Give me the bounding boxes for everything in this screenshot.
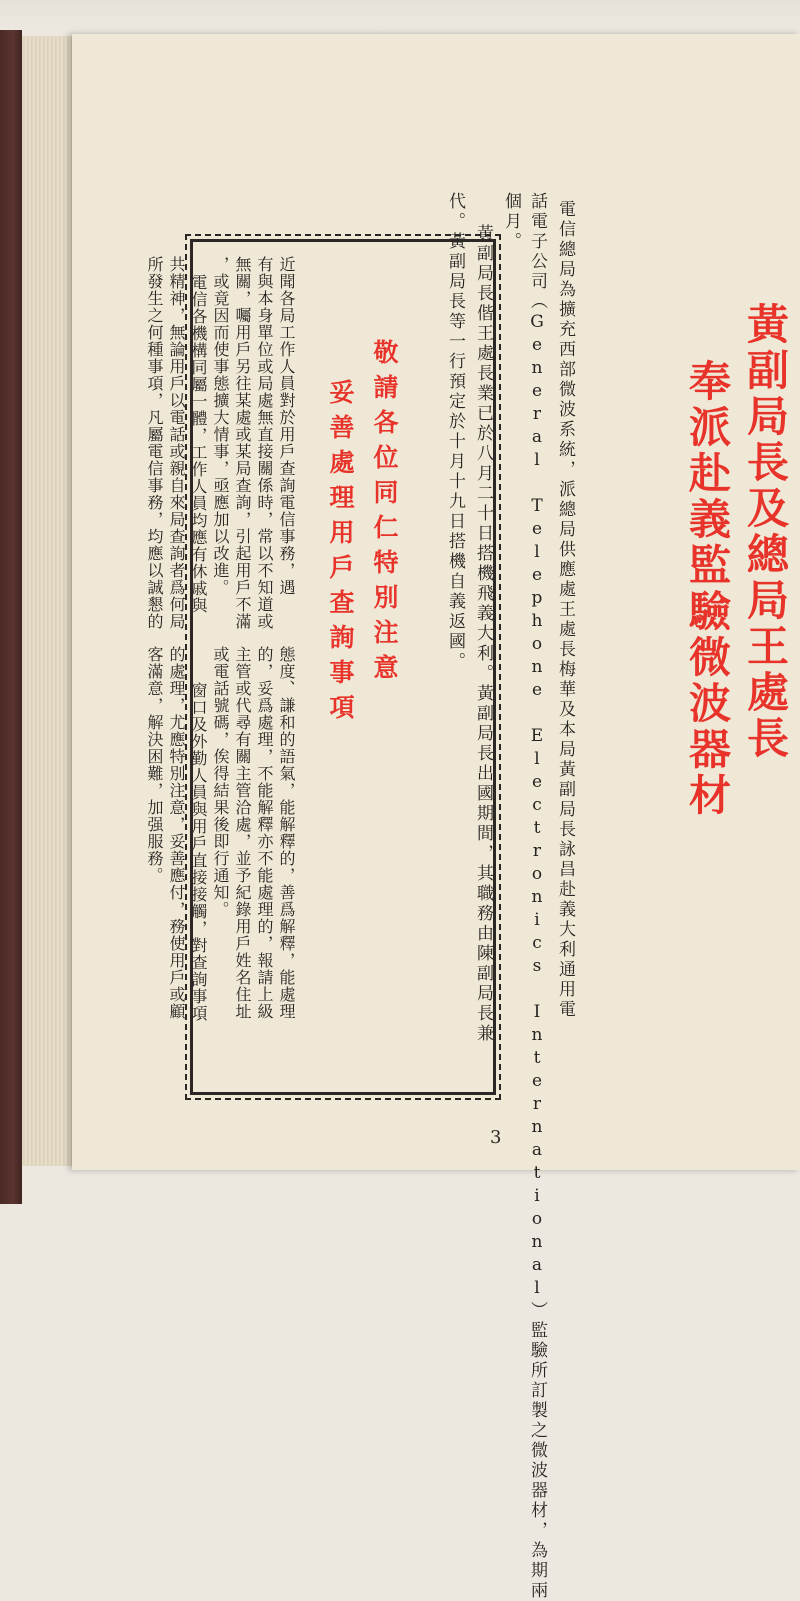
notice-upper-col-1: 近聞各局工作人員對於用戶查詢電信事務，遇 bbox=[277, 256, 296, 596]
book-page bbox=[72, 34, 800, 1601]
notice-upper-col-2: 有與本身單位或局處無直接關係時，常以不知道或 bbox=[255, 256, 274, 630]
article-body-col-3: 個月。 bbox=[501, 192, 521, 252]
notice-upper-col-7: 所發生之何種事項，凡屬電信事務，均應以誠懇的 bbox=[145, 256, 164, 630]
notice-lower-col-1: 態度、謙和的語氣，能解釋的，善爲解釋，能處理 bbox=[277, 646, 296, 1020]
notice-title-line2: 妥善處理用戶查詢事項 bbox=[326, 379, 355, 729]
article-title-line1: 黃副局長及總局王處長 bbox=[741, 302, 790, 762]
notice-lower-col-4: 或電話號碼，俟得結果後即行通知。 bbox=[211, 646, 230, 918]
article-body-col-1: 電信總局為擴充西部微波系統，派總局供應處王處長梅華及本局黃副局長詠昌赴義大利通用電 bbox=[555, 200, 575, 1020]
page-number: 3 bbox=[490, 1127, 502, 1148]
book-cover-edge bbox=[0, 0, 22, 1204]
article-body-col-2: 話電子公司（General Telephone Electronics International）監驗所訂製之微波器材，為期兩 bbox=[527, 192, 547, 1601]
article-title-line2: 奉派赴義監驗微波器材 bbox=[683, 359, 732, 819]
notice-lower-col-2: 的，妥爲處理，不能解釋亦不能處理的，報請上級 bbox=[255, 646, 274, 1020]
notice-lower-col-7: 客滿意，解決困難，加强服務。 bbox=[145, 646, 164, 884]
background bbox=[0, 0, 800, 30]
notice-upper-col-6: 共精神，無論用戶以電話或親自來局查詢者爲何局 bbox=[167, 256, 186, 630]
notice-title-line1: 敬請各位同仁特別注意 bbox=[370, 339, 399, 689]
notice-lower-col-3: 主管或代尋有關主管洽處，並予紀錄用戶姓名住址 bbox=[233, 646, 252, 1020]
notice-lower-col-5: 窗口及外勤人員與用戶直接接觸，對查詢事項 bbox=[189, 682, 208, 1022]
page-stack-edges bbox=[22, 36, 76, 1166]
notice-upper-col-3: 無關，囑用戶另往某處或某局查詢，引起用戶不滿 bbox=[233, 256, 252, 630]
notice-lower-col-6: 的處理，尤應特別注意，妥善應付，務使用戶或顧 bbox=[167, 646, 186, 1020]
notice-upper-col-5: 電信各機構同屬一體，工作人員均應有休戚與 bbox=[189, 274, 208, 614]
article-body-col-5: 代。黃副局長等一行預定於十月十九日搭機自義返國。 bbox=[445, 192, 465, 672]
article-body-col-4: 黃副局長偕王處長業已於八月二十日搭機飛義大利。黃副局長出國期間，其職務由陳副局長兼 bbox=[473, 224, 493, 1044]
notice-upper-col-4: ，或竟因而使事態擴大情事，亟應加以改進。 bbox=[211, 256, 230, 596]
